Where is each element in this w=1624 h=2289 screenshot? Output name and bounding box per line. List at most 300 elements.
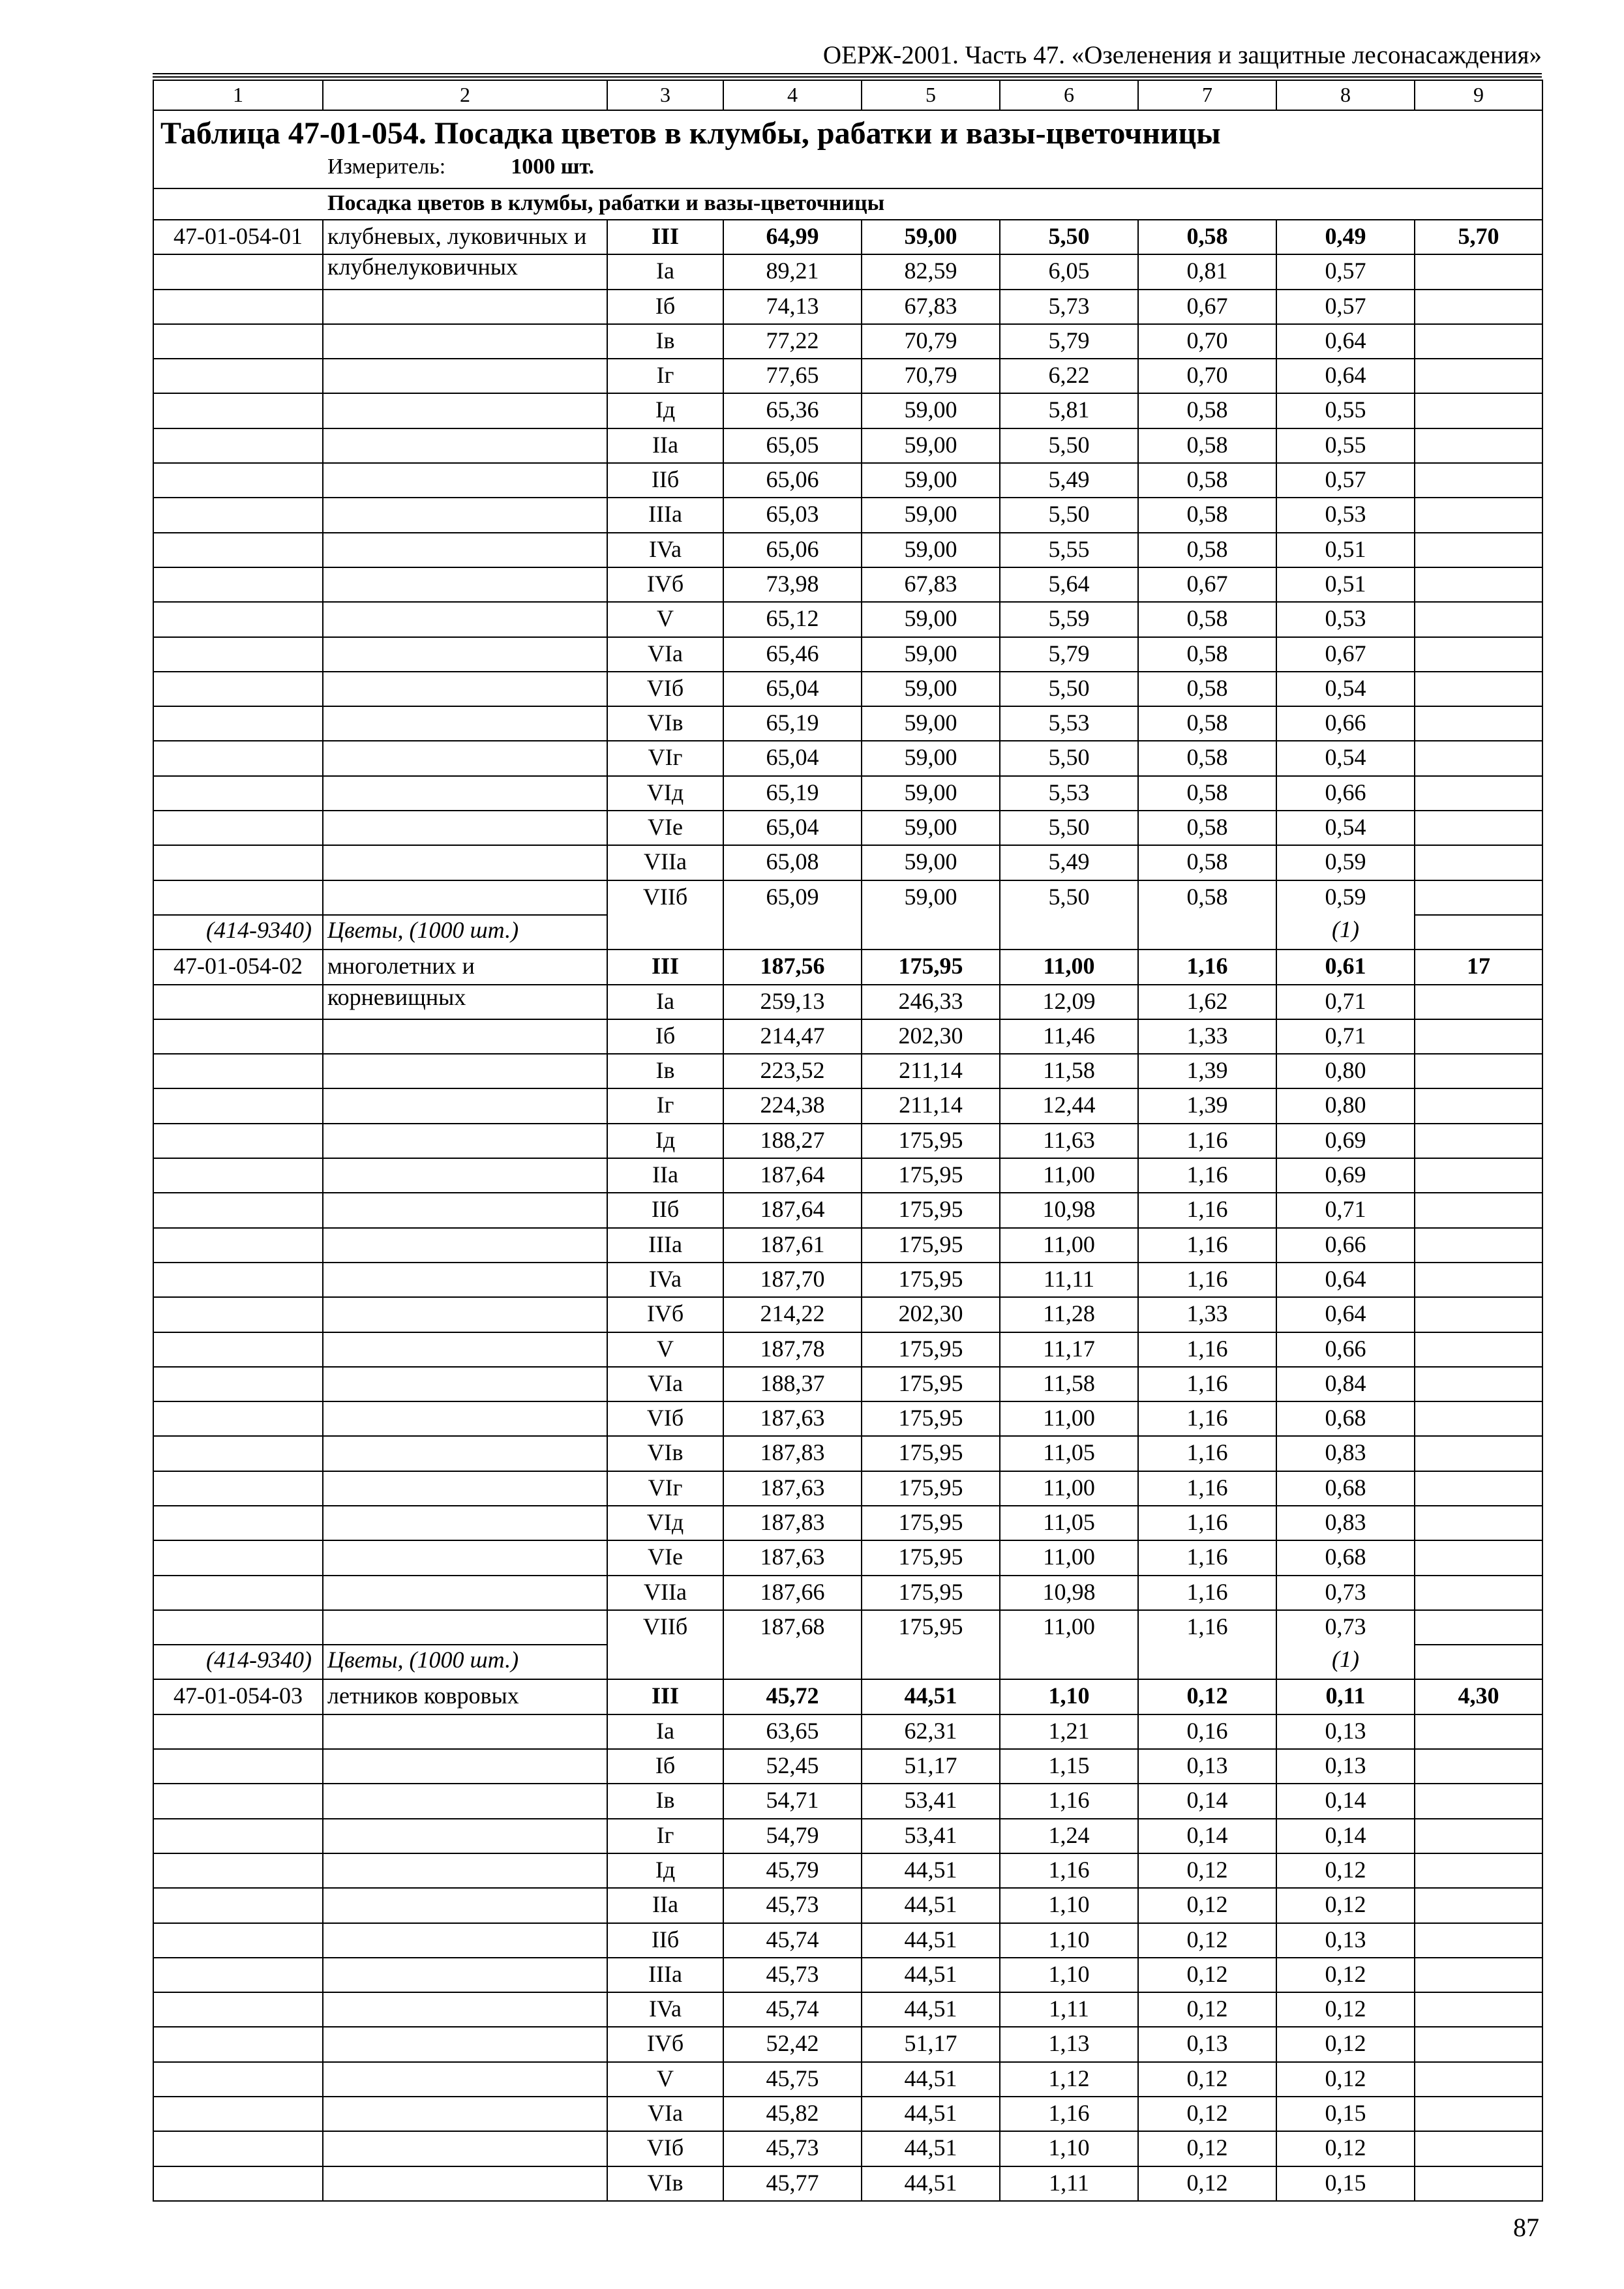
- value-cell: 0,12: [1138, 1958, 1276, 1992]
- empty-cell: [153, 1958, 323, 1992]
- table-row: [153, 1436, 1542, 1471]
- empty-cell: [323, 1332, 607, 1367]
- value-cell: 59,00: [862, 880, 1000, 915]
- empty-cell: [323, 567, 607, 602]
- empty-cell: [153, 1297, 323, 1332]
- value-cell: 1,13: [1000, 2027, 1138, 2061]
- empty-cell: [1415, 1888, 1542, 1922]
- empty-cell: [153, 1367, 323, 1401]
- value-cell: 11,11: [1000, 1263, 1138, 1297]
- section-title: Посадка цветов в клумбы, рабатки и вазы-цветочницы: [327, 191, 885, 215]
- value-cell: 1,16: [1138, 1193, 1276, 1227]
- column-number-row: [153, 80, 1542, 110]
- value-cell: 45,79: [723, 1853, 862, 1888]
- zone-code: Ia: [607, 985, 723, 1019]
- empty-cell: [323, 393, 607, 428]
- value-cell: 45,73: [723, 1958, 862, 1992]
- empty-cell: [153, 776, 323, 811]
- value-cell: 45,77: [723, 2166, 862, 2201]
- zone-code: Iг: [607, 1819, 723, 1853]
- value-cell: 53,41: [862, 1819, 1000, 1853]
- table-title-cell: [153, 110, 1542, 188]
- empty-cell: [323, 1749, 607, 1784]
- value-cell: 187,64: [723, 1158, 862, 1193]
- value-cell: 0,66: [1276, 706, 1415, 741]
- zone-code: IVa: [607, 1263, 723, 1297]
- value-cell: 1,10: [1000, 2131, 1138, 2166]
- empty-cell: [153, 706, 323, 741]
- value-cell: 0,13: [1138, 2027, 1276, 2061]
- empty-cell: [1000, 915, 1138, 950]
- empty-cell: [1415, 845, 1542, 880]
- empty-cell: [1415, 1471, 1542, 1506]
- value-cell: 59,00: [862, 672, 1000, 706]
- empty-cell: [1415, 602, 1542, 636]
- empty-cell: [323, 776, 607, 811]
- empty-cell: [323, 811, 607, 845]
- empty-cell: [607, 915, 723, 950]
- empty-cell: [153, 1540, 323, 1575]
- value-cell: 1,10: [1000, 1958, 1138, 1992]
- page-number: 87: [1513, 2213, 1539, 2242]
- empty-cell: [153, 1054, 323, 1088]
- empty-cell: [323, 1297, 607, 1332]
- value-cell: 44,51: [862, 1958, 1000, 1992]
- zone-code: VIв: [607, 706, 723, 741]
- empty-cell: [323, 1714, 607, 1749]
- zone-code: Iб: [607, 290, 723, 324]
- empty-cell: [323, 1263, 607, 1297]
- value-cell: 187,66: [723, 1576, 862, 1610]
- empty-cell: [1415, 1819, 1542, 1853]
- empty-cell: [1415, 2097, 1542, 2131]
- value-cell: 187,83: [723, 1436, 862, 1471]
- empty-cell: [1415, 741, 1542, 775]
- work-description: корневищных: [323, 985, 607, 1019]
- column-number: 8: [1276, 80, 1415, 110]
- empty-cell: [323, 1958, 607, 1992]
- value-cell: 44,51: [862, 1923, 1000, 1958]
- zone-code: V: [607, 602, 723, 636]
- empty-cell: [1415, 1749, 1542, 1784]
- zone-code: VIд: [607, 776, 723, 811]
- value-cell: 45,74: [723, 1923, 862, 1958]
- value-cell: 11,63: [1000, 1124, 1138, 1158]
- empty-cell: [1415, 1088, 1542, 1123]
- value-cell: 62,31: [862, 1714, 1000, 1749]
- empty-cell: [153, 1436, 323, 1471]
- value-cell: 0,73: [1276, 1610, 1415, 1645]
- empty-cell: [1415, 1506, 1542, 1540]
- value-cell: 175,95: [862, 1124, 1000, 1158]
- empty-cell: [323, 428, 607, 463]
- table-row: [153, 1124, 1542, 1158]
- zone-code: IVб: [607, 1297, 723, 1332]
- value-cell: 45,72: [723, 1679, 862, 1714]
- value-cell: 65,08: [723, 845, 862, 880]
- empty-cell: [1415, 290, 1542, 324]
- value-cell: 59,00: [862, 706, 1000, 741]
- value-cell: 65,19: [723, 776, 862, 811]
- value-cell: 45,73: [723, 2131, 862, 2166]
- empty-cell: [323, 1888, 607, 1922]
- value-cell: 187,63: [723, 1401, 862, 1436]
- empty-cell: [323, 1158, 607, 1193]
- resource-row: [153, 1645, 1542, 1679]
- value-cell: 1,24: [1000, 1819, 1138, 1853]
- empty-cell: [1415, 1540, 1542, 1575]
- value-cell: 59,00: [862, 776, 1000, 811]
- empty-cell: [1415, 1367, 1542, 1401]
- value-cell: 202,30: [862, 1019, 1000, 1054]
- value-cell: 0,67: [1138, 567, 1276, 602]
- value-cell: 0,84: [1276, 1367, 1415, 1401]
- value-cell: 187,64: [723, 1193, 862, 1227]
- value-cell: 0,12: [1276, 1992, 1415, 2027]
- zone-code: Iв: [607, 324, 723, 359]
- empty-cell: [1415, 1332, 1542, 1367]
- value-cell: 65,06: [723, 533, 862, 567]
- resource-value: (1): [1276, 1645, 1415, 1679]
- value-cell: 0,12: [1138, 2097, 1276, 2131]
- value-cell: 0,59: [1276, 880, 1415, 915]
- value-cell: 0,67: [1276, 637, 1415, 672]
- empty-cell: [153, 1992, 323, 2027]
- value-cell: 175,95: [862, 1367, 1000, 1401]
- zone-code: Iб: [607, 1749, 723, 1784]
- value-cell: 45,74: [723, 1992, 862, 2027]
- value-cell: 1,39: [1138, 1054, 1276, 1088]
- value-cell: 0,58: [1138, 845, 1276, 880]
- value-cell: 187,68: [723, 1610, 862, 1645]
- value-cell: 0,12: [1138, 1923, 1276, 1958]
- value-cell: 0,12: [1138, 2131, 1276, 2166]
- empty-cell: [1415, 985, 1542, 1019]
- value-cell: 11,00: [1000, 1401, 1138, 1436]
- value-cell: 175,95: [862, 1158, 1000, 1193]
- value-cell: 1,16: [1138, 1263, 1276, 1297]
- value-cell: 175,95: [862, 1228, 1000, 1263]
- empty-cell: [153, 2166, 323, 2201]
- value-cell: 0,14: [1276, 1784, 1415, 1818]
- table-row: [153, 1958, 1542, 1992]
- value-cell: 224,38: [723, 1088, 862, 1123]
- value-cell: 5,53: [1000, 706, 1138, 741]
- empty-cell: [153, 672, 323, 706]
- price-table: [153, 80, 1543, 2202]
- value-cell: 65,04: [723, 741, 862, 775]
- empty-cell: [323, 1540, 607, 1575]
- value-cell: 10,98: [1000, 1576, 1138, 1610]
- value-cell: 11,00: [1000, 1471, 1138, 1506]
- value-cell: 65,12: [723, 602, 862, 636]
- table-title: Таблица 47-01-054. Посадка цветов в клумбы, рабатки и вазы-цветочницы: [160, 116, 1221, 151]
- value-cell: 187,83: [723, 1506, 862, 1540]
- empty-cell: [1415, 1958, 1542, 1992]
- zone-code: VIIa: [607, 845, 723, 880]
- empty-cell: [153, 1471, 323, 1506]
- value-cell: 5,50: [1000, 220, 1138, 254]
- table-row: [153, 533, 1542, 567]
- value-cell: 44,51: [862, 1888, 1000, 1922]
- table-row: [153, 637, 1542, 672]
- value-cell: 44,51: [862, 2062, 1000, 2097]
- zone-code: Iд: [607, 393, 723, 428]
- empty-cell: [1415, 706, 1542, 741]
- value-cell: 175,95: [862, 1610, 1000, 1645]
- empty-cell: [153, 1888, 323, 1922]
- value-cell: 11,00: [1000, 1540, 1138, 1575]
- value-cell: 64,99: [723, 220, 862, 254]
- value-cell: 0,12: [1276, 2062, 1415, 2097]
- value-cell: 45,73: [723, 1888, 862, 1922]
- empty-cell: [323, 602, 607, 636]
- value-cell: 11,00: [1000, 1228, 1138, 1263]
- value-cell: 0,58: [1138, 220, 1276, 254]
- empty-cell: [153, 290, 323, 324]
- value-cell: 6,22: [1000, 359, 1138, 393]
- column-number: 9: [1415, 80, 1542, 110]
- empty-cell: [1415, 1784, 1542, 1818]
- zone-code: IIa: [607, 1888, 723, 1922]
- empty-cell: [153, 254, 323, 289]
- value-cell: 202,30: [862, 1297, 1000, 1332]
- value-cell: 45,75: [723, 2062, 862, 2097]
- empty-cell: [153, 1193, 323, 1227]
- empty-cell: [323, 2131, 607, 2166]
- empty-cell: [323, 1019, 607, 1054]
- value-cell: 11,58: [1000, 1054, 1138, 1088]
- resource-code: (414-9340): [153, 1645, 323, 1679]
- zone-code: IVa: [607, 1992, 723, 2027]
- empty-cell: [153, 985, 323, 1019]
- empty-cell: [1415, 811, 1542, 845]
- value-cell: 0,12: [1276, 1888, 1415, 1922]
- empty-cell: [323, 706, 607, 741]
- value-cell: 63,65: [723, 1714, 862, 1749]
- zone-code: Iб: [607, 1019, 723, 1054]
- value-cell: 0,68: [1276, 1540, 1415, 1575]
- value-cell: 0,14: [1138, 1784, 1276, 1818]
- empty-cell: [862, 1645, 1000, 1679]
- resource-row: [153, 915, 1542, 950]
- column9-value: 4,30: [1415, 1679, 1542, 1714]
- value-cell: 1,16: [1138, 1228, 1276, 1263]
- zone-code: IIб: [607, 1193, 723, 1227]
- value-cell: 59,00: [862, 845, 1000, 880]
- empty-cell: [723, 1645, 862, 1679]
- value-cell: 1,16: [1000, 2097, 1138, 2131]
- value-cell: 6,05: [1000, 254, 1138, 289]
- value-cell: 0,53: [1276, 498, 1415, 532]
- value-cell: 175,95: [862, 950, 1000, 984]
- value-cell: 1,16: [1138, 950, 1276, 984]
- resource-name: Цветы, (1000 шт.): [323, 915, 607, 950]
- zone-code: VIa: [607, 637, 723, 672]
- value-cell: 11,28: [1000, 1297, 1138, 1332]
- empty-cell: [323, 1576, 607, 1610]
- table-row: [153, 1088, 1542, 1123]
- empty-cell: [1000, 1645, 1138, 1679]
- zone-code: III: [607, 220, 723, 254]
- value-cell: 59,00: [862, 428, 1000, 463]
- zone-code: Iв: [607, 1784, 723, 1818]
- value-cell: 0,68: [1276, 1471, 1415, 1506]
- value-cell: 0,58: [1138, 533, 1276, 567]
- empty-cell: [323, 1992, 607, 2027]
- value-cell: 65,05: [723, 428, 862, 463]
- value-cell: 1,16: [1138, 1158, 1276, 1193]
- value-cell: 5,50: [1000, 811, 1138, 845]
- value-cell: 188,27: [723, 1124, 862, 1158]
- empty-cell: [153, 1610, 323, 1645]
- zone-code: Ia: [607, 254, 723, 289]
- column9-value: 5,70: [1415, 220, 1542, 254]
- value-cell: 0,15: [1276, 2097, 1415, 2131]
- empty-cell: [1138, 915, 1276, 950]
- value-cell: 0,73: [1276, 1576, 1415, 1610]
- value-cell: 1,16: [1138, 1540, 1276, 1575]
- table-row: [153, 1610, 1542, 1645]
- value-cell: 59,00: [862, 463, 1000, 498]
- zone-code: VIв: [607, 2166, 723, 2201]
- value-cell: 0,71: [1276, 1019, 1415, 1054]
- position-code: 47-01-054-01: [153, 220, 323, 254]
- empty-cell: [153, 1819, 323, 1853]
- value-cell: 0,64: [1276, 1297, 1415, 1332]
- column-number: 5: [862, 80, 1000, 110]
- value-cell: 65,04: [723, 811, 862, 845]
- value-cell: 73,98: [723, 567, 862, 602]
- value-cell: 0,58: [1138, 463, 1276, 498]
- empty-cell: [153, 2131, 323, 2166]
- zone-code: Iв: [607, 1054, 723, 1088]
- column-number: 2: [323, 80, 607, 110]
- zone-code: VIд: [607, 1506, 723, 1540]
- value-cell: 1,11: [1000, 1992, 1138, 2027]
- value-cell: 51,17: [862, 1749, 1000, 1784]
- empty-cell: [153, 637, 323, 672]
- value-cell: 211,14: [862, 1088, 1000, 1123]
- value-cell: 1,21: [1000, 1714, 1138, 1749]
- table-row: [153, 985, 1542, 1019]
- table-row: [153, 1263, 1542, 1297]
- value-cell: 0,12: [1276, 2131, 1415, 2166]
- value-cell: 0,13: [1138, 1749, 1276, 1784]
- value-cell: 59,00: [862, 741, 1000, 775]
- empty-cell: [153, 1228, 323, 1263]
- table-row: [153, 393, 1542, 428]
- empty-cell: [1138, 1645, 1276, 1679]
- zone-code: VIIa: [607, 1576, 723, 1610]
- value-cell: 0,54: [1276, 811, 1415, 845]
- value-cell: 5,79: [1000, 324, 1138, 359]
- empty-cell: [1415, 463, 1542, 498]
- table-row: [153, 1540, 1542, 1575]
- value-cell: 0,80: [1276, 1088, 1415, 1123]
- empty-cell: [323, 1193, 607, 1227]
- empty-cell: [153, 1714, 323, 1749]
- value-cell: 11,58: [1000, 1367, 1138, 1401]
- empty-cell: [1415, 1228, 1542, 1263]
- value-cell: 5,50: [1000, 498, 1138, 532]
- empty-cell: [323, 1124, 607, 1158]
- empty-cell: [153, 845, 323, 880]
- value-cell: 5,50: [1000, 880, 1138, 915]
- value-cell: 0,58: [1138, 741, 1276, 775]
- empty-cell: [1415, 1193, 1542, 1227]
- value-cell: 0,69: [1276, 1124, 1415, 1158]
- empty-cell: [1415, 1297, 1542, 1332]
- value-cell: 11,05: [1000, 1436, 1138, 1471]
- value-cell: 0,66: [1276, 1228, 1415, 1263]
- zone-code: VIб: [607, 2131, 723, 2166]
- section-title-row: [153, 188, 1542, 220]
- value-cell: 0,58: [1138, 637, 1276, 672]
- value-cell: 0,83: [1276, 1506, 1415, 1540]
- value-cell: 0,71: [1276, 1193, 1415, 1227]
- value-cell: 0,53: [1276, 602, 1415, 636]
- empty-cell: [323, 637, 607, 672]
- table-row: [153, 880, 1542, 915]
- value-cell: 11,17: [1000, 1332, 1138, 1367]
- empty-cell: [323, 324, 607, 359]
- value-cell: 11,00: [1000, 1610, 1138, 1645]
- value-cell: 52,42: [723, 2027, 862, 2061]
- value-cell: 0,12: [1138, 1853, 1276, 1888]
- value-cell: 175,95: [862, 1471, 1000, 1506]
- empty-cell: [323, 1853, 607, 1888]
- value-cell: 175,95: [862, 1540, 1000, 1575]
- value-cell: 0,66: [1276, 776, 1415, 811]
- value-cell: 5,64: [1000, 567, 1138, 602]
- empty-cell: [723, 915, 862, 950]
- table-row: [153, 845, 1542, 880]
- table-row: [153, 1506, 1542, 1540]
- value-cell: 82,59: [862, 254, 1000, 289]
- zone-code: V: [607, 2062, 723, 2097]
- table-row: [153, 254, 1542, 289]
- empty-cell: [1415, 1054, 1542, 1088]
- table-row: [153, 1054, 1542, 1088]
- table-row: [153, 359, 1542, 393]
- value-cell: 5,50: [1000, 672, 1138, 706]
- empty-cell: [153, 324, 323, 359]
- value-cell: 59,00: [862, 498, 1000, 532]
- value-cell: 1,16: [1000, 1784, 1138, 1818]
- empty-cell: [153, 1923, 323, 1958]
- empty-cell: [1415, 2166, 1542, 2201]
- value-cell: 65,04: [723, 672, 862, 706]
- value-cell: 0,57: [1276, 290, 1415, 324]
- empty-cell: [323, 845, 607, 880]
- value-cell: 44,51: [862, 1992, 1000, 2027]
- table-row: [153, 1228, 1542, 1263]
- empty-cell: [1415, 498, 1542, 532]
- value-cell: 1,16: [1138, 1332, 1276, 1367]
- value-cell: 0,57: [1276, 463, 1415, 498]
- resource-value: (1): [1276, 915, 1415, 950]
- value-cell: 89,21: [723, 254, 862, 289]
- column-number: 3: [607, 80, 723, 110]
- value-cell: 1,16: [1138, 1401, 1276, 1436]
- table-row: [153, 324, 1542, 359]
- value-cell: 1,16: [1138, 1576, 1276, 1610]
- empty-cell: [153, 1401, 323, 1436]
- table-row: [153, 1471, 1542, 1506]
- zone-code: VIa: [607, 2097, 723, 2131]
- empty-cell: [1415, 880, 1542, 915]
